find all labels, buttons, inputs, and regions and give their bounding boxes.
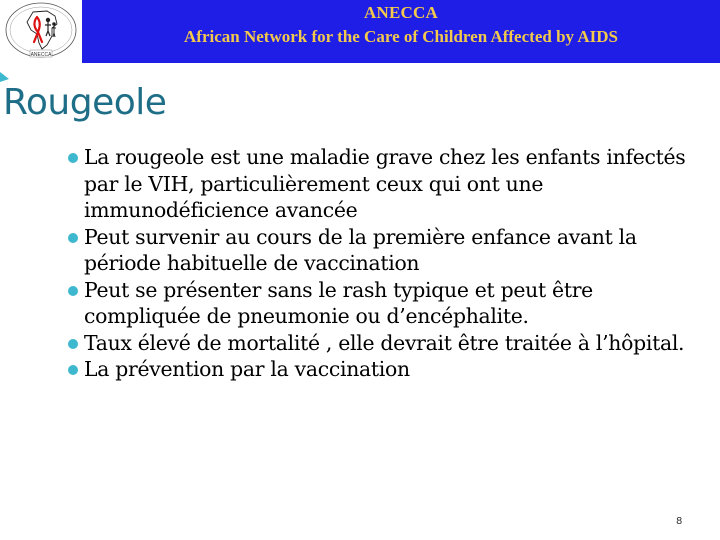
bullet-icon [68,233,78,243]
bullet-text: Peut se présenter sans le rash typique et peut être compliquée de pneumonie ou d’encéphalite. [84,277,593,328]
bullet-icon [68,339,78,349]
anecca-logo-graphic [0,0,82,63]
logo-caption: ANECCA [30,51,52,58]
bullet-list [64,144,704,383]
bullet-icon [68,365,78,375]
bullet-text: Taux élevé de mortalité , elle devrait être traitée à l’hôpital. [84,330,685,355]
list-item [64,224,704,277]
slide-title: Rougeole [3,82,167,123]
page-number: 8 [676,516,683,527]
bullet-text: Peut survenir au cours de la première enfance avant la période habituelle de vaccination [84,224,637,275]
bullet-icon [68,286,78,296]
bullet-text: La prévention par la vaccination [84,357,410,381]
bullet-text: La rougeole est une maladie grave chez les enfants infectés par le VIH, particulièrement ceux qui ont une immunodéficience avancée [84,145,686,222]
list-item [64,277,704,330]
org-full-name: African Network for the Care of Children Affected by AIDS [184,27,618,46]
list-item [64,356,704,383]
list-item [64,144,704,224]
org-acronym: ANECCA [364,3,438,22]
header-banner [82,0,720,63]
list-item [64,330,704,357]
anecca-logo [0,0,82,63]
slide-header [0,0,720,63]
bullet-icon [68,153,78,163]
